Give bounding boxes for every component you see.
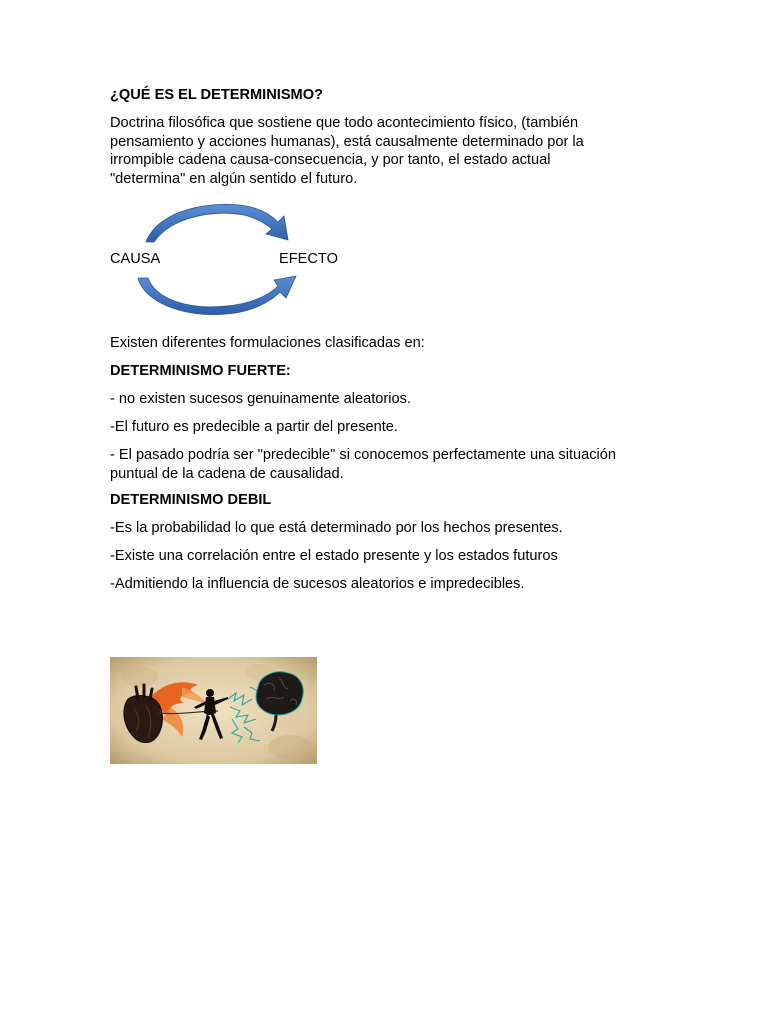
strong-point-3: - El pasado podría ser "predecible" si conocemos perfectamente una situación <box>110 447 617 463</box>
strong-point-3-cont: puntual de la cadena de causalidad. <box>110 465 344 482</box>
weak-point-1: -Es la probabilidad lo que está determinado por los hechos presentes. <box>110 520 563 536</box>
determinism-illustration <box>110 657 317 764</box>
intro-line-1: Doctrina filosófica que sostiene que todo acontecimiento físico, (también <box>110 115 579 131</box>
formulations-intro: Existen diferentes formulaciones clasificadas en: <box>110 335 425 351</box>
weak-determinism-heading: DETERMINISMO DEBIL <box>110 492 272 508</box>
cause-effect-diagram <box>100 196 360 322</box>
strong-point-1: - no existen sucesos genuinamente aleatorios. <box>110 391 411 407</box>
weak-point-2: -Existe una correlación entre el estado presente y los estados futuros <box>110 548 558 564</box>
top-arrow-icon <box>146 204 288 242</box>
weak-point-3: -Admitiendo la influencia de sucesos aleatorios e impredecibles. <box>110 576 525 592</box>
strong-point-2: -El futuro es predecible a partir del presente. <box>110 419 398 435</box>
intro-line-4: "determina" en algún sentido el futuro. <box>110 170 358 187</box>
heart-figure-brain-illustration <box>110 657 317 764</box>
page-title: ¿QUÉ ES EL DETERMINISMO? <box>110 87 323 103</box>
effect-label: EFECTO <box>279 251 338 267</box>
strong-determinism-heading: DETERMINISMO FUERTE: <box>110 363 291 379</box>
bottom-arrow-icon <box>138 276 296 315</box>
intro-line-2: pensamiento y acciones humanas), está causalmente determinado por la <box>110 133 584 150</box>
cause-label: CAUSA <box>110 251 161 267</box>
intro-line-3: irrompible cadena causa-consecuencia, y por tanto, el estado actual <box>110 152 551 168</box>
